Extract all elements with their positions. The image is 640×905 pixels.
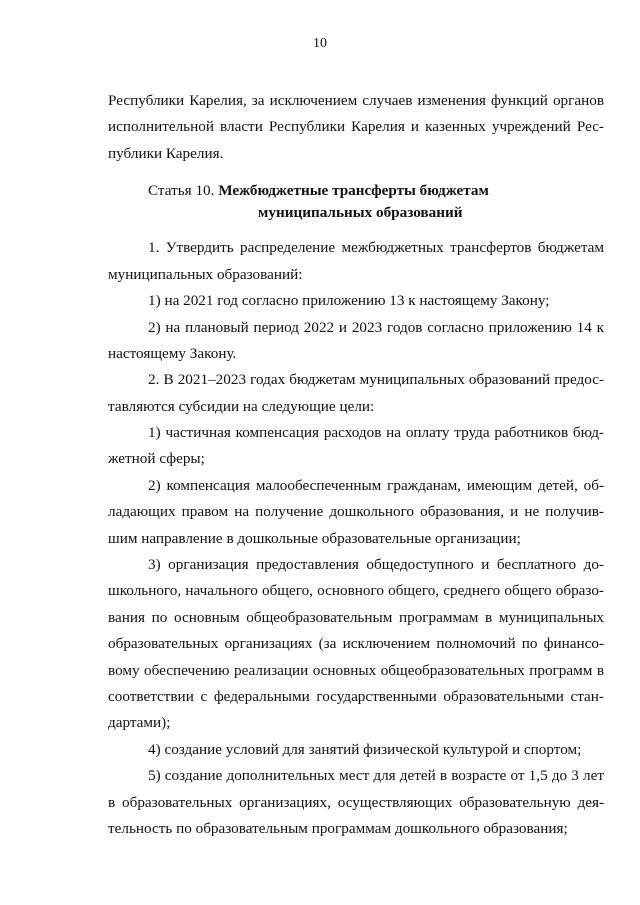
text-line: соответствии с федеральными государственными образовательными стан- (108, 688, 604, 705)
text-line: школьного, начального общего, основного общего, среднего общего образо- (108, 582, 604, 600)
text-line: 1) частичная компенсация расходов на оплату труда работников бюд- (148, 424, 604, 442)
text-line: 2. В 2021–2023 годах бюджетам муниципальных образований предос- (148, 371, 604, 389)
page-number: 10 (313, 36, 327, 51)
article-title-cont: муниципальных образований (258, 203, 463, 221)
text-line: 2) на плановый период 2022 и 2023 годов согласно приложению 14 к (148, 318, 604, 336)
text-line: вому обеспечению реализации основных общеобразовательных программ в (108, 661, 604, 679)
document-body (108, 88, 604, 842)
text-line: образовательных организациях (за исключением полномочий по финансо- (108, 635, 604, 653)
text-line: 1) на 2021 год согласно приложению 13 к настоящему Закону; (148, 292, 550, 310)
text-line: 4) создание условий для занятий физической культурой и спортом; (148, 740, 582, 758)
text-line: 5) создание дополнительных мест для детей в возрасте от 1,5 до 3 лет (148, 767, 604, 785)
article-title: Межбюджетные трансферты бюджетам (218, 182, 489, 200)
text-line: тельность по образовательным программам дошкольного образования; (108, 819, 568, 837)
text-line: тавляются субсидии на следующие цели: (108, 397, 375, 415)
text-line: публики Карелия. (108, 144, 224, 162)
text-line: муниципальных образований: (108, 265, 303, 283)
text-line: ладающих правом на получение дошкольного образования, и не получив- (108, 503, 604, 521)
text-line: 2) компенсация малообеспеченным гражданам, имеющим детей, об- (148, 476, 604, 494)
text-line: 1. Утвердить распределение межбюджетных трансфертов бюджетам (148, 239, 604, 257)
text-line: дартами); (108, 714, 171, 732)
article-heading (108, 167, 604, 235)
article-prefix: Статья 10. (148, 182, 215, 200)
text-line: жетной сферы; (108, 450, 205, 468)
text-line: шим направление в дошкольные образовательные организации; (108, 529, 521, 547)
text-line: исполнительной власти Республики Карелия и казенных учреждений Рес- (108, 118, 604, 136)
text-line: Республики Карелия, за исключением случаев изменения функций органов (108, 92, 604, 109)
text-line: настоящему Закону. (108, 344, 237, 362)
text-line: в образовательных организациях, осуществляющих образовательную дея- (108, 793, 604, 811)
text-line: вания по основным общеобразовательным программам в муниципальных (108, 608, 604, 626)
text-line: 3) организация предоставления общедоступного и бесплатного до- (148, 556, 604, 574)
